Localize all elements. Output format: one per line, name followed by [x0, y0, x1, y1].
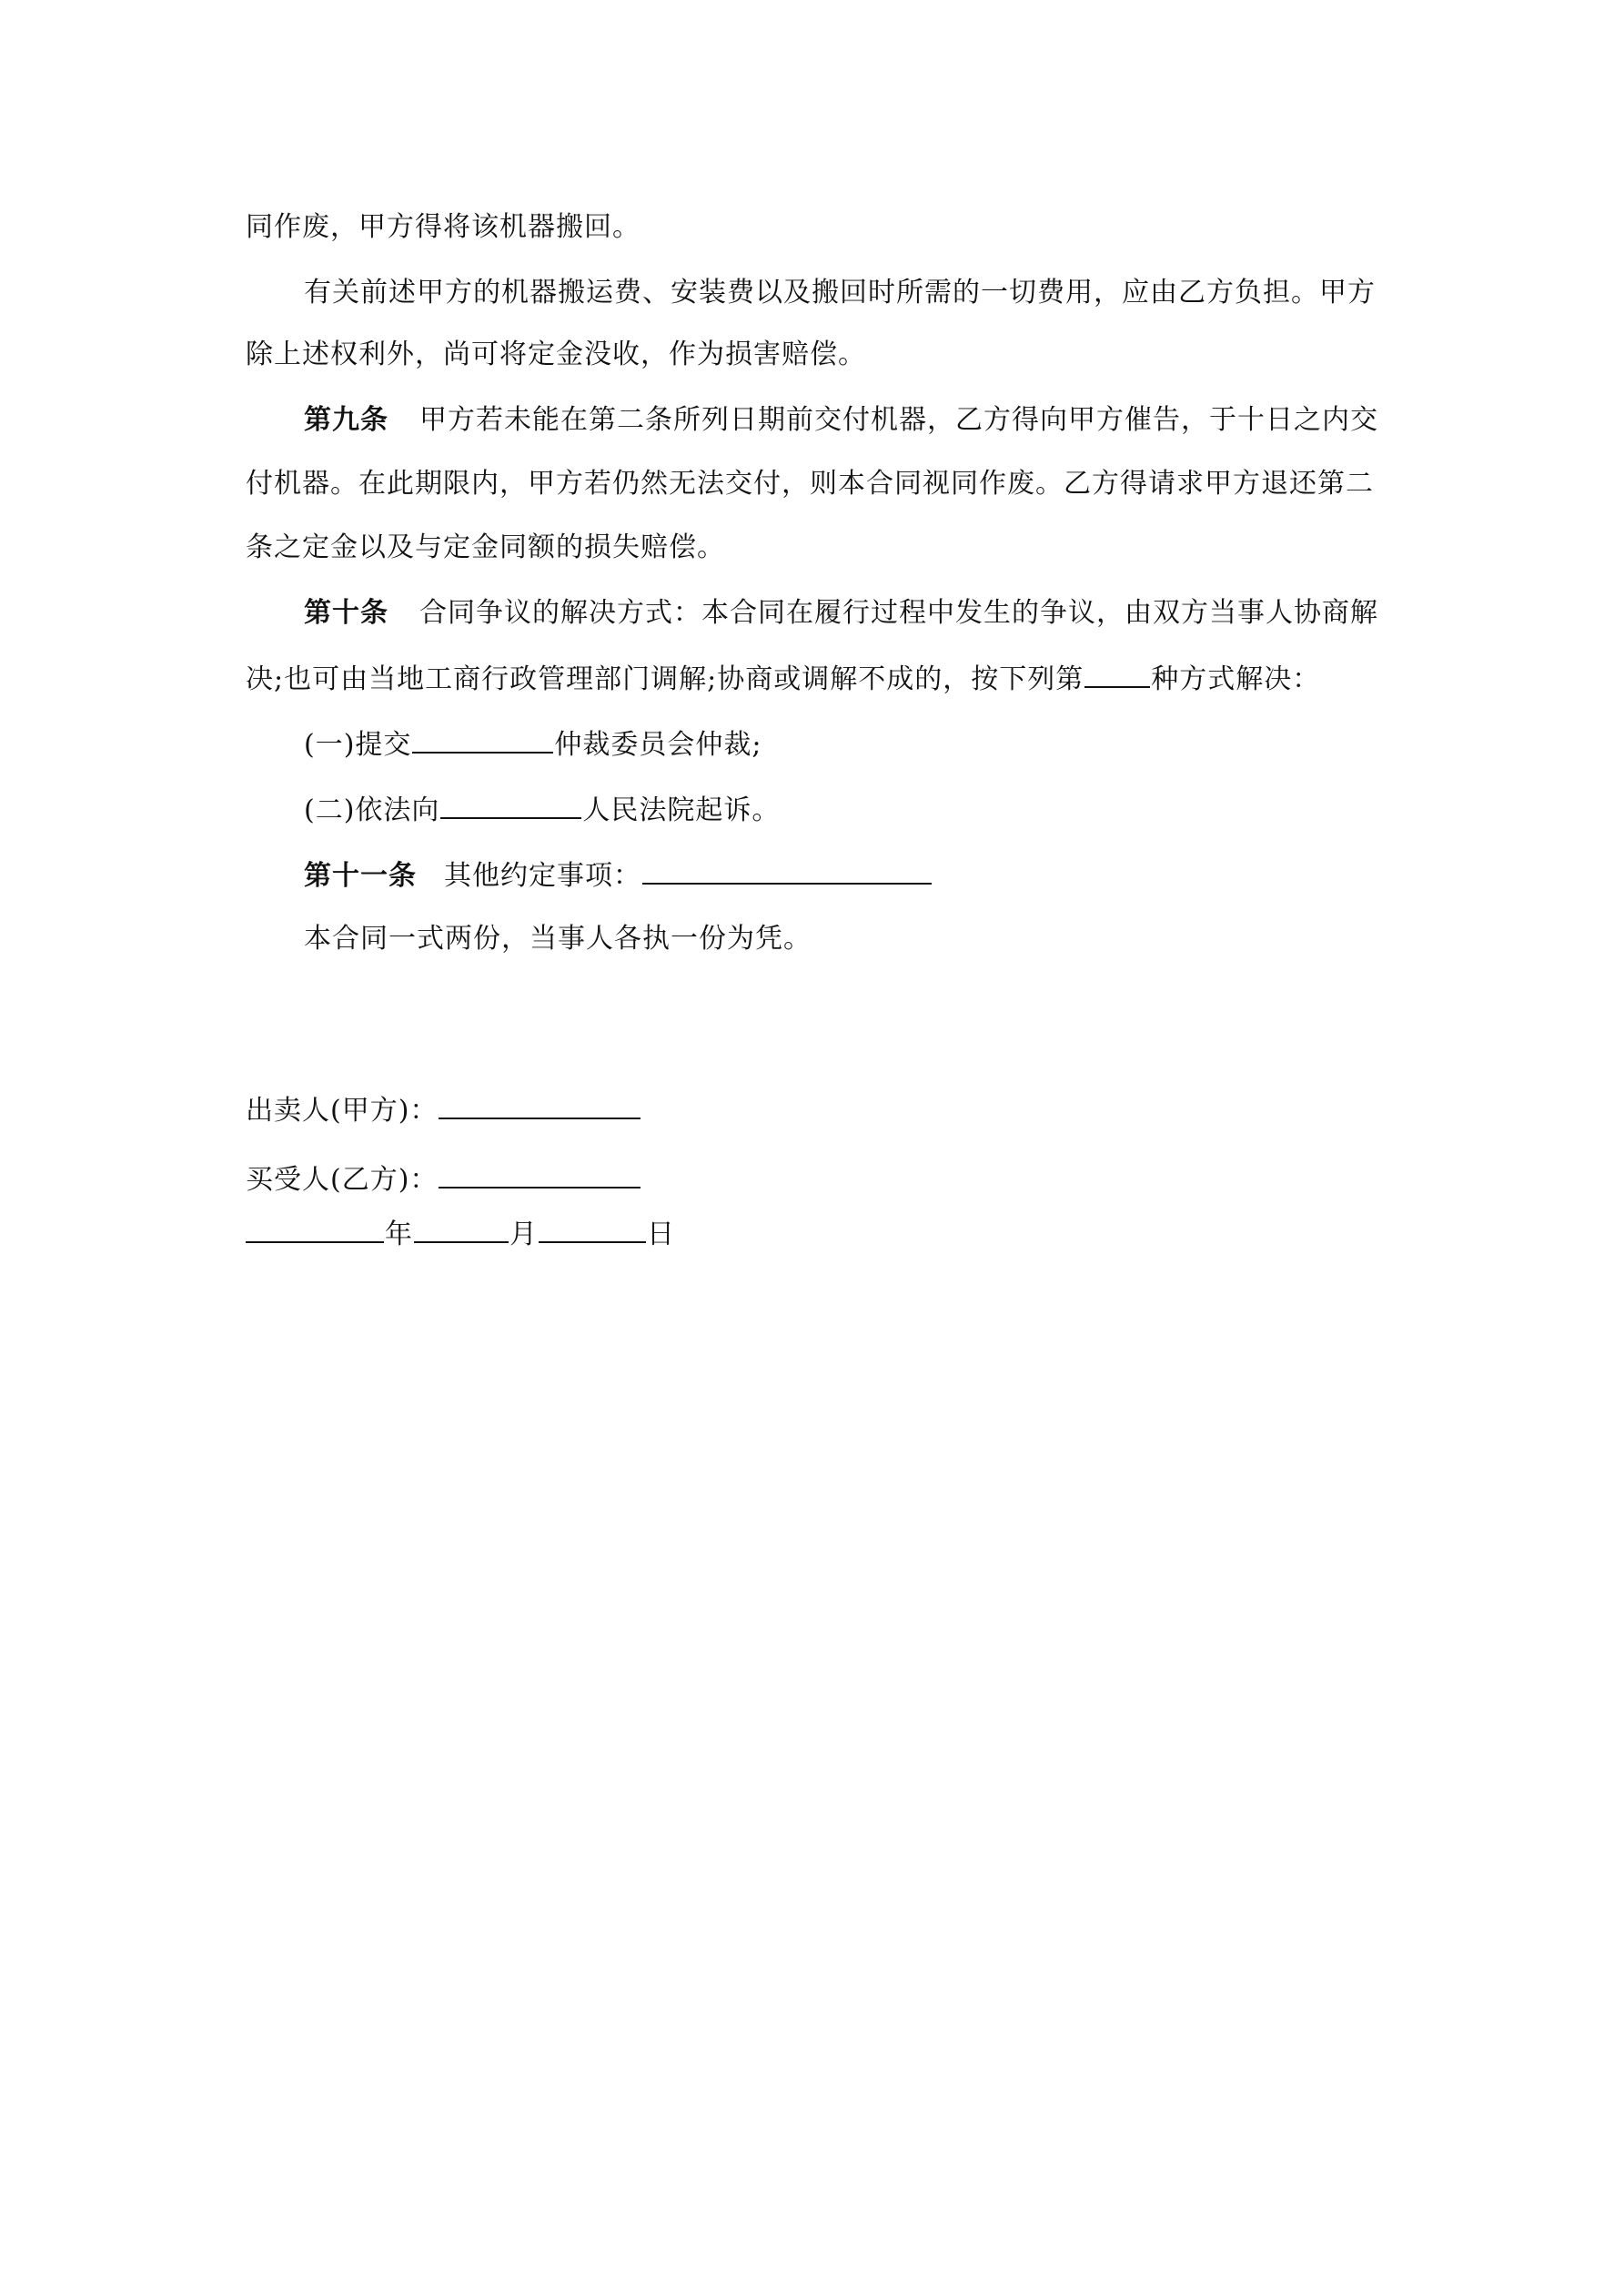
option-1 — [304, 726, 762, 762]
year-blank[interactable] — [246, 1216, 384, 1243]
copies-text: 本合同一式两份，当事人各执一份为凭。 — [304, 923, 812, 955]
article-10-line1: 合同争议的解决方式：本合同在履行过程中发生的争议，由双方当事人协商解 — [419, 597, 1378, 629]
article-10-title: 第十条 — [304, 597, 388, 629]
paragraph-line — [246, 531, 725, 564]
article-10-line2-start: 决;也可由当地工商行政管理部门调解;协商或调解不成的，按下列第 — [246, 663, 1084, 695]
paragraph-line — [246, 468, 1374, 501]
option-2-start: (二)依法向 — [304, 794, 440, 826]
article-9-line1: 甲方若未能在第二条所列日期前交付机器，乙方得向甲方催告，于十日之内交 — [419, 404, 1378, 436]
costs-text-line2: 除上述权利外，尚可将定金没收，作为损害赔偿。 — [246, 339, 866, 370]
day-label: 日 — [647, 1219, 675, 1250]
option-2-end: 人民法院起诉。 — [582, 794, 781, 826]
month-label: 月 — [509, 1219, 538, 1250]
article-10 — [304, 597, 1378, 630]
article-9 — [304, 404, 1378, 437]
option-1-start: (一)提交 — [304, 729, 412, 761]
court-name-blank[interactable] — [440, 792, 581, 819]
paragraph-line — [304, 923, 812, 956]
paragraph-line — [246, 661, 1320, 696]
buyer-label: 买受人(乙方)： — [246, 1164, 439, 1196]
paragraph-line — [246, 211, 641, 244]
article-9-line3: 条之定金以及与定金同额的损失赔偿。 — [246, 531, 725, 563]
method-number-blank[interactable] — [1084, 661, 1150, 688]
month-blank[interactable] — [414, 1216, 509, 1243]
paragraph-line — [246, 339, 866, 371]
paragraph-line — [304, 277, 1376, 309]
seller-signature-blank[interactable] — [439, 1092, 641, 1119]
costs-text-line1: 有关前述甲方的机器搬运费、安装费以及搬回时所需的一切费用，应由乙方负担。甲方 — [304, 277, 1376, 308]
other-terms-blank[interactable] — [642, 857, 932, 885]
option-1-end: 仲裁委员会仲裁; — [554, 729, 762, 761]
date-line — [246, 1216, 675, 1251]
buyer-signature-blank[interactable] — [439, 1161, 641, 1188]
day-blank[interactable] — [539, 1216, 646, 1243]
seller-label: 出卖人(甲方)： — [246, 1095, 439, 1127]
article-11-title: 第十一条 — [304, 860, 417, 892]
contract-void-text: 同作废，甲方得将该机器搬回。 — [246, 211, 641, 243]
article-11 — [304, 857, 933, 893]
article-10-line2-end: 种方式解决： — [1151, 663, 1321, 695]
article-11-text: 其他约定事项： — [444, 860, 641, 892]
seller-signature-line — [246, 1092, 641, 1128]
year-label: 年 — [385, 1219, 413, 1250]
arbitration-commission-blank[interactable] — [412, 726, 553, 754]
article-9-line2: 付机器。在此期限内，甲方若仍然无法交付，则本合同视同作废。乙方得请求甲方退还第二 — [246, 468, 1374, 500]
buyer-signature-line — [246, 1161, 641, 1197]
option-2 — [304, 792, 780, 827]
article-9-title: 第九条 — [304, 404, 388, 436]
